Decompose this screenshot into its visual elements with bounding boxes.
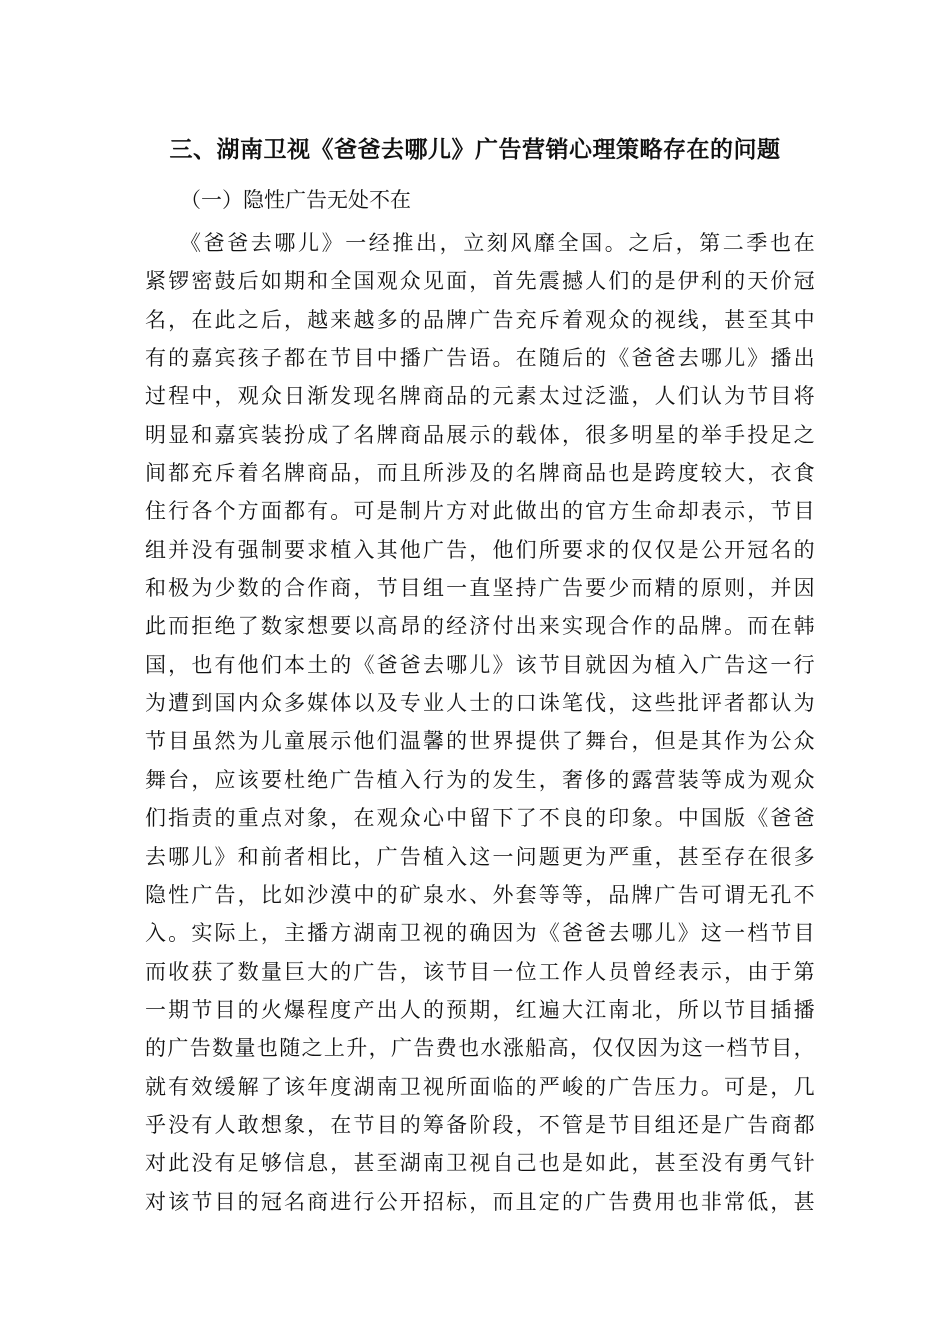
paragraph-line: 《爸爸去哪儿》一经推出，立刻风靡全国。之后，第二季也在	[180, 231, 815, 255]
paragraph-line: 组并没有强制要求植入其他广告，他们所要求的仅仅是公开冠名的	[145, 537, 815, 562]
subsection-heading: （一）隐性广告无处不在	[180, 188, 411, 212]
paragraph-line: 隐性广告，比如沙漠中的矿泉水、外套等等，品牌广告可谓无孔不	[145, 882, 815, 907]
paragraph-line: 去哪儿》和前者相比，广告植入这一问题更为严重，甚至存在很多	[145, 844, 815, 869]
paragraph-line: 此而拒绝了数家想要以高昂的经济付出来实现合作的品牌。而在韩	[145, 614, 815, 639]
paragraph-line: 国，也有他们本土的《爸爸去哪儿》该节目就因为植入广告这一行	[145, 652, 815, 677]
paragraph-line: 明显和嘉宾装扮成了名牌商品展示的载体，很多明星的举手投足之	[145, 422, 815, 447]
paragraph-line: 名，在此之后，越来越多的品牌广告充斥着观众的视线，甚至其中	[145, 307, 815, 332]
paragraph-line: 入。实际上，主播方湖南卫视的确因为《爸爸去哪儿》这一档节目	[145, 921, 815, 946]
paragraph-line: 舞台，应该要杜绝广告植入行为的发生，奢侈的露营装等成为观众	[145, 767, 815, 792]
body-paragraph	[145, 224, 815, 1221]
paragraph-line: 间都充斥着名牌商品，而且所涉及的名牌商品也是跨度较大，衣食	[145, 461, 815, 486]
paragraph-line: 乎没有人敢想象，在节目的筹备阶段，不管是节目组还是广告商都	[145, 1112, 815, 1137]
paragraph-line: 有的嘉宾孩子都在节目中播广告语。在随后的《爸爸去哪儿》播出	[145, 346, 815, 371]
paragraph-line: 们指责的重点对象，在观众心中留下了不良的印象。中国版《爸爸	[145, 806, 815, 831]
paragraph-line: 的广告数量也随之上升，广告费也水涨船高，仅仅因为这一档节目，	[145, 1036, 815, 1061]
paragraph-line: 住行各个方面都有。可是制片方对此做出的官方生命却表示，节目	[145, 499, 815, 524]
paragraph-line: 节目虽然为儿童展示他们温馨的世界提供了舞台，但是其作为公众	[145, 729, 815, 754]
paragraph-line: 对此没有足够信息，甚至湖南卫视自己也是如此，甚至没有勇气针	[145, 1151, 815, 1176]
paragraph-line: 就有效缓解了该年度湖南卫视所面临的严峻的广告压力。可是，几	[145, 1074, 815, 1099]
paragraph-line: 紧锣密鼓后如期和全国观众见面，首先震撼人们的是伊利的天价冠	[145, 269, 815, 294]
paragraph-line: 一期节目的火爆程度产出人的预期，红遍大江南北，所以节目插播	[145, 997, 815, 1022]
paragraph-line: 为遭到国内众多媒体以及专业人士的口诛笔伐，这些批评者都认为	[145, 691, 815, 716]
section-title: 三、湖南卫视《爸爸去哪儿》广告营销心理策略存在的问题	[169, 137, 781, 163]
paragraph-line: 对该节目的冠名商进行公开招标，而且定的广告费用也非常低，甚	[145, 1189, 815, 1214]
paragraph-line: 而收获了数量巨大的广告，该节目一位工作人员曾经表示，由于第	[145, 959, 815, 984]
paragraph-line: 过程中，观众日渐发现名牌商品的元素太过泛滥，人们认为节目将	[145, 384, 815, 409]
paragraph-line: 和极为少数的合作商，节目组一直坚持广告要少而精的原则，并因	[145, 576, 815, 601]
